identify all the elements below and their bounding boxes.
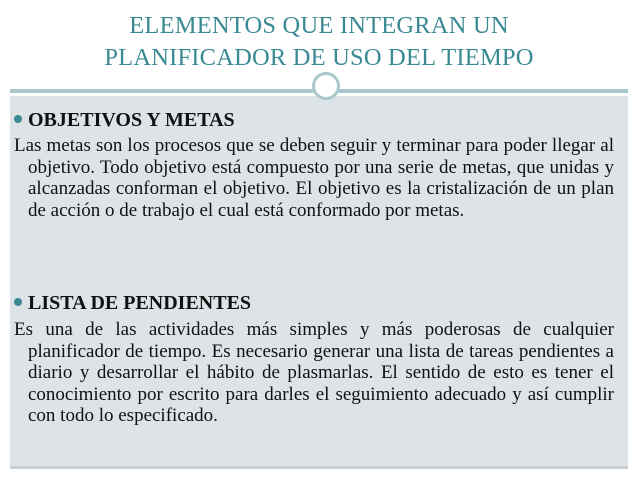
bullet-icon <box>14 115 22 123</box>
section-heading-objetivos: OBJETIVOS Y METAS <box>14 108 235 132</box>
bottom-divider <box>10 466 628 469</box>
title-line-1: ELEMENTOS QUE INTEGRAN UN <box>129 12 509 39</box>
bullet-icon <box>14 298 22 306</box>
slide <box>10 0 628 479</box>
content-area <box>10 96 628 466</box>
slide-title <box>10 10 628 74</box>
title-line-2: PLANIFICADOR DE USO DEL TIEMPO <box>104 44 534 71</box>
section-heading-pendientes: LISTA DE PENDIENTES <box>14 291 251 315</box>
section-body-pendientes: Es una de las actividades más simples y más poderosas de cualquier planificador de tiempo. Es necesario generar una lista de tareas pendientes a diario y desarrollar el hábito de plasmarlas. El sentido de esto es tener el conocimiento por escrito para darles el seguimiento adecuado y así cumplir con todo lo especificado. <box>14 319 614 427</box>
section-body-objetivos: Las metas son los procesos que se deben seguir y terminar para poder llegar al objetivo. Todo objetivo está compuesto por una serie de metas, que unidas y alcanzadas conforman el objetivo. El objetivo es la cristalización de un plan de acción o de trabajo el cual está conformado por metas. <box>14 135 614 221</box>
divider-circle-ornament <box>312 72 340 100</box>
